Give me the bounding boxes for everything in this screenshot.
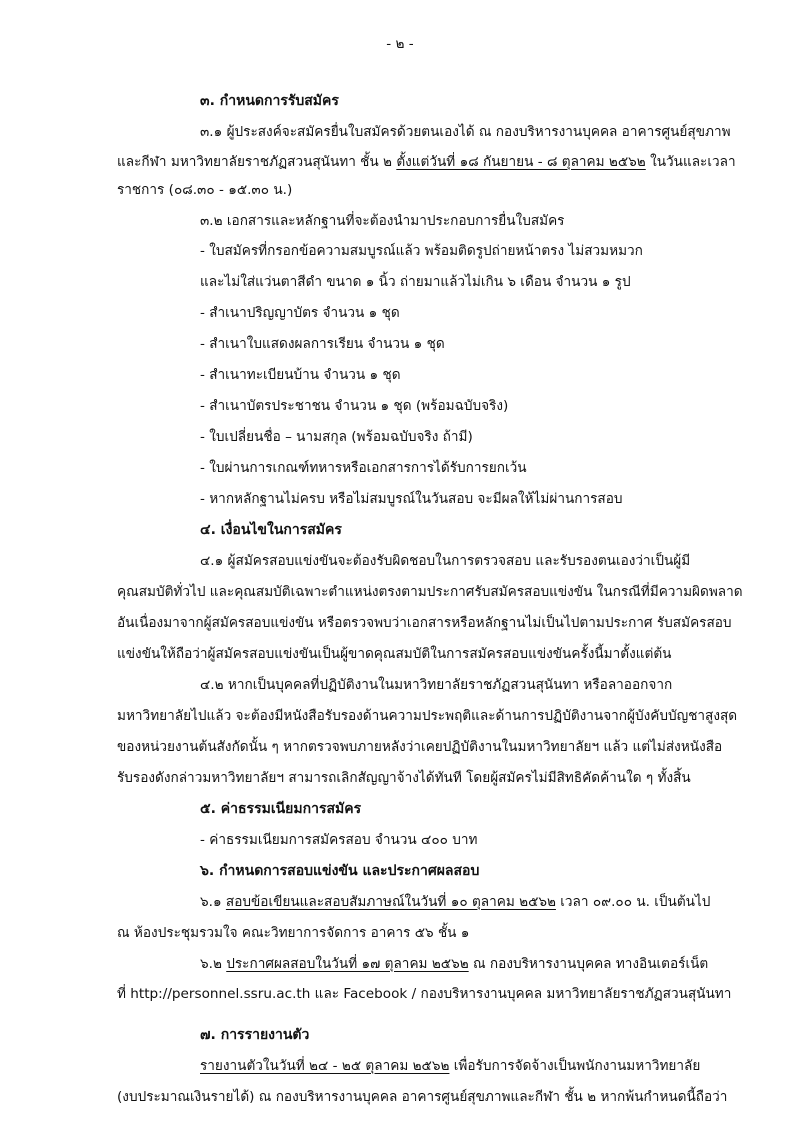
- s4-p2-line4: รับรองดังกล่าวมหาวิทยาลัยฯ สามารถเลิกสัญญาจ้างได้ทันที โดยผู้สมัครไม่มีสิทธิคัดค้านใด ๆ ทั้งสิ้น: [117, 770, 691, 786]
- s3-p1-line2-start: และกีฬา มหาวิทยาลัยราชภัฏสวนสุนันทา ชั้น ๒: [117, 154, 397, 170]
- document-item-warning: - หากหลักฐานไม่ครบ หรือไม่สมบูรณ์ในวันสอบ จะมีผลให้ไม่ผ่านการสอบ: [200, 491, 623, 507]
- result-url-line: ที่ http://personnel.ssru.ac.th และ Facebook / กองบริหารงานบุคคล มหาวิทยาลัยราชภัฏสวนสุนันทา: [117, 986, 732, 1002]
- result-channel: ณ กองบริหารงานบุคคล ทางอินเตอร์เน็ต: [468, 956, 709, 972]
- s4-p2-line2: มหาวิทยาลัยไปแล้ว จะต้องมีหนังสือรับรองด้านความประพฤติและด้านการปฏิบัติงานจากผู้บังคับบัญชาสูงสุด: [117, 708, 738, 724]
- document-item-degree: - สำเนาปริญญาบัตร จำนวน ๑ ชุด: [200, 305, 400, 321]
- section-5-heading: ๕. ค่าธรรมเนียมการสมัคร: [200, 801, 362, 817]
- document-item-id-card: - สำเนาบัตรประชาชน จำนวน ๑ ชุด (พร้อมฉบับจริง): [200, 398, 509, 414]
- s7-line2: (งบประมาณเงินรายได้) ณ กองบริหารงานบุคคล อาคารศูนย์สุขภาพและกีฬา ชั้น ๒ หากพ้นกำหนดนี้ถือว่า: [117, 1089, 728, 1105]
- application-fee: - ค่าธรรมเนียมการสมัครสอบ จำนวน ๔๐๐ บาท: [200, 832, 478, 848]
- s4-p1-line2: คุณสมบัติทั่วไป และคุณสมบัติเฉพาะตำแหน่งตรงตามประกาศรับสมัครสอบแข่งขัน ในกรณีที่มีความผิดพลาด: [117, 584, 743, 600]
- document-item-name-change: - ใบเปลี่ยนชื่อ – นามสกุล (พร้อมฉบับจริง ถ้ามี): [200, 429, 473, 445]
- s4-p1-line4: แข่งขันให้ถือว่าผู้สมัครสอบแข่งขันเป็นผู้ขาดคุณสมบัติในการสมัครสอบแข่งขันครั้งนี้มาตั้งแต่ต้น: [117, 646, 672, 662]
- s4-p1-line3: อันเนื่องมาจากผู้สมัครสอบแข่งขัน หรือตรวจพบว่าเอกสารหรือหลักฐานไม่เป็นไปตามประกาศ รับสมัครสอบ: [117, 615, 732, 631]
- s4-p1-line1: ๔.๑ ผู้สมัครสอบแข่งขันจะต้องรับผิดชอบในการตรวจสอบ และรับรองตนเองว่าเป็นผู้มี: [200, 553, 691, 569]
- s7-line1: [200, 1056, 700, 1076]
- section-7-heading: ๗. การรายงานตัว: [200, 1027, 310, 1043]
- s6-p2-number: ๖.๒: [200, 956, 227, 972]
- s3-p1-line2-end: ในวันและเวลา: [645, 154, 736, 170]
- section-6-heading: ๖. กำหนดการสอบแข่งขัน และประกาศผลสอบ: [200, 863, 480, 879]
- s4-p2-line3: ของหน่วยงานต้นสังกัดนั้น ๆ หากตรวจพบภายหลังว่าเคยปฏิบัติงานในมหาวิทยาลัยฯ แล้ว แต่ไม่ส่งหนังสือ: [117, 739, 723, 755]
- s4-p2-line1: ๔.๒ หากเป็นบุคคลที่ปฏิบัติงานในมหาวิทยาลัยราชภัฏสวนสุนันทา หรือลาออกจาก: [200, 677, 673, 693]
- report-date: รายงานตัวในวันที่ ๒๔ - ๒๕ ตุลาคม ๒๕๖๒: [200, 1058, 450, 1074]
- section-4-heading: ๔. เงื่อนไขในการสมัคร: [200, 522, 342, 538]
- s3-p1-line2: [117, 152, 736, 172]
- exam-time: เวลา ๐๙.๐๐ น. เป็นต้นไป: [555, 894, 711, 910]
- s6-p1-number: ๖.๑: [200, 894, 226, 910]
- document-item-military: - ใบผ่านการเกณฑ์ทหารหรือเอกสารการได้รับการยกเว้น: [200, 460, 527, 476]
- s3-p1-line1: ๓.๑ ผู้ประสงค์จะสมัครยื่นใบสมัครด้วยตนเองได้ ณ กองบริหารงานบุคคล อาคารศูนย์สุขภาพ: [200, 124, 731, 140]
- application-period: ตั้งแต่วันที่ ๑๘ กันยายน - ๘ ตุลาคม ๒๕๖๒: [396, 154, 646, 170]
- document-item-photo-cont: และไม่ใส่แว่นตาสีดำ ขนาด ๑ นิ้ว ถ่ายมาแล้วไม่เกิน ๖ เดือน จำนวน ๑ รูป: [200, 274, 631, 290]
- document-item-house-registration: - สำเนาทะเบียนบ้าน จำนวน ๑ ชุด: [200, 367, 401, 383]
- exam-date: สอบข้อเขียนและสอบสัมภาษณ์ในวันที่ ๑๐ ตุลาคม ๒๕๖๒: [225, 894, 556, 910]
- page-number: - ๒ -: [386, 36, 414, 52]
- s3-p2-title: ๓.๒ เอกสารและหลักฐานที่จะต้องนำมาประกอบการยื่นใบสมัคร: [200, 213, 565, 229]
- s6-p2-line1: [200, 954, 708, 974]
- s3-p1-line3: ราชการ (๐๘.๓๐ - ๑๕.๓๐ น.): [117, 182, 293, 198]
- report-purpose: เพื่อรับการจัดจ้างเป็นพนักงานมหาวิทยาลัย: [449, 1058, 701, 1074]
- result-date: ประกาศผลสอบในวันที่ ๑๗ ตุลาคม ๒๕๖๒: [226, 956, 469, 972]
- document-item-transcript: - สำเนาใบแสดงผลการเรียน จำนวน ๑ ชุด: [200, 336, 445, 352]
- s6-p1-line1: [200, 892, 710, 912]
- document-item-photo: - ใบสมัครที่กรอกข้อความสมบูรณ์แล้ว พร้อมติดรูปถ่ายหน้าตรง ไม่สวมหมวก: [200, 243, 643, 259]
- exam-venue: ณ ห้องประชุมรวมใจ คณะวิทยาการจัดการ อาคาร ๕๖ ชั้น ๑: [117, 925, 470, 941]
- section-3-heading: ๓. กำหนดการรับสมัคร: [200, 93, 339, 109]
